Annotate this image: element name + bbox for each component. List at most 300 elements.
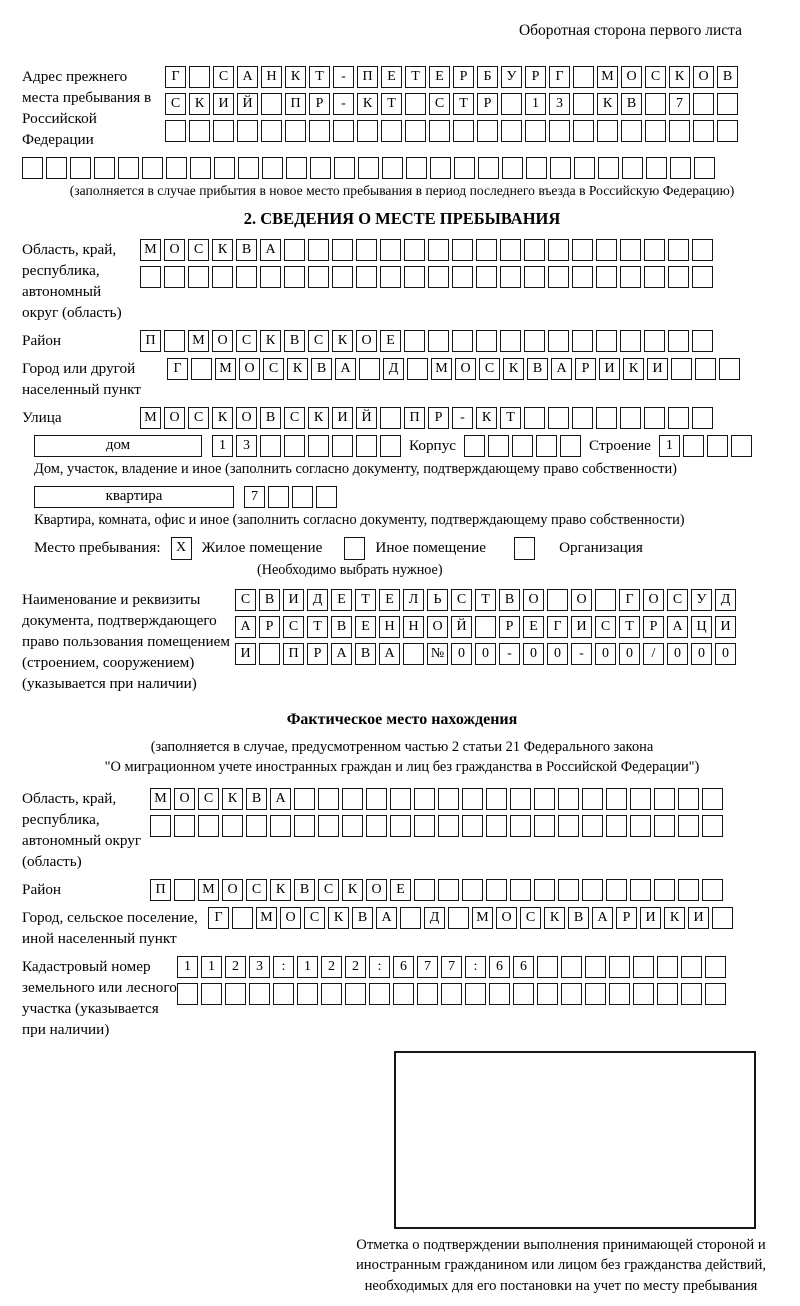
char-cell[interactable] [390,788,411,810]
char-cell[interactable] [606,788,627,810]
char-cell[interactable] [582,879,603,901]
char-cell[interactable] [22,157,43,179]
char-cell[interactable] [595,589,616,611]
char-cell[interactable]: Г [165,66,186,88]
char-cell[interactable] [70,157,91,179]
char-cell[interactable] [454,157,475,179]
char-cell[interactable]: В [246,788,267,810]
char-cell[interactable] [332,239,353,261]
char-cell[interactable]: В [717,66,738,88]
char-cell[interactable] [692,239,713,261]
char-cell[interactable] [297,983,318,1005]
char-cell[interactable] [712,907,733,929]
char-cell[interactable]: В [331,616,352,638]
char-cell[interactable]: О [236,407,257,429]
char-cell[interactable] [358,157,379,179]
char-cell[interactable] [46,157,67,179]
char-cell[interactable]: К [476,407,497,429]
char-cell[interactable] [356,266,377,288]
char-cell[interactable] [692,266,713,288]
char-cell[interactable] [671,358,692,380]
char-cell[interactable]: Й [451,616,472,638]
char-cell[interactable] [428,239,449,261]
char-cell[interactable] [705,983,726,1005]
char-cell[interactable] [596,239,617,261]
char-cell[interactable]: М [198,879,219,901]
char-cell[interactable] [500,266,521,288]
char-cell[interactable] [694,157,715,179]
char-cell[interactable]: О [164,407,185,429]
char-cell[interactable] [596,266,617,288]
char-cell[interactable] [292,486,313,508]
char-cell[interactable] [284,435,305,457]
char-cell[interactable]: А [331,643,352,665]
char-cell[interactable]: К [308,407,329,429]
char-cell[interactable] [475,616,496,638]
char-cell[interactable]: Г [547,616,568,638]
char-cell[interactable] [524,330,545,352]
char-cell[interactable]: Н [261,66,282,88]
char-cell[interactable]: И [715,616,736,638]
char-cell[interactable]: 1 [177,956,198,978]
char-cell[interactable] [678,879,699,901]
char-cell[interactable] [214,157,235,179]
char-cell[interactable] [166,157,187,179]
char-cell[interactable] [405,93,426,115]
char-cell[interactable] [606,815,627,837]
char-cell[interactable] [321,983,342,1005]
char-cell[interactable] [585,956,606,978]
char-cell[interactable]: К [212,407,233,429]
char-cell[interactable]: О [621,66,642,88]
char-cell[interactable]: П [140,330,161,352]
char-cell[interactable]: 1 [525,93,546,115]
char-cell[interactable]: - [333,93,354,115]
char-cell[interactable]: Р [525,66,546,88]
char-cell[interactable] [380,407,401,429]
char-cell[interactable] [403,643,424,665]
char-cell[interactable] [237,120,258,142]
char-cell[interactable]: В [236,239,257,261]
char-cell[interactable] [582,815,603,837]
char-cell[interactable] [453,120,474,142]
char-cell[interactable]: Р [453,66,474,88]
char-cell[interactable]: И [571,616,592,638]
char-cell[interactable]: К [285,66,306,88]
char-cell[interactable] [232,907,253,929]
char-cell[interactable]: П [283,643,304,665]
char-cell[interactable]: - [333,66,354,88]
char-cell[interactable]: 3 [249,956,270,978]
char-cell[interactable]: И [688,907,709,929]
char-cell[interactable]: 6 [513,956,534,978]
char-cell[interactable] [702,879,723,901]
char-cell[interactable]: С [304,907,325,929]
char-cell[interactable] [198,815,219,837]
char-cell[interactable]: Н [403,616,424,638]
char-cell[interactable]: О [427,616,448,638]
stay-type-checkbox-residential[interactable]: X [171,537,192,560]
char-cell[interactable]: Е [381,66,402,88]
char-cell[interactable] [238,157,259,179]
char-cell[interactable]: 0 [667,643,688,665]
char-cell[interactable]: А [260,239,281,261]
char-cell[interactable]: Г [208,907,229,929]
char-cell[interactable]: К [623,358,644,380]
char-cell[interactable]: Д [383,358,404,380]
char-cell[interactable] [462,879,483,901]
char-cell[interactable] [548,407,569,429]
char-cell[interactable] [630,815,651,837]
char-cell[interactable]: Т [619,616,640,638]
char-cell[interactable] [558,788,579,810]
char-cell[interactable]: А [379,643,400,665]
char-cell[interactable]: С [246,879,267,901]
char-cell[interactable]: И [235,643,256,665]
char-cell[interactable] [500,239,521,261]
char-cell[interactable]: Г [167,358,188,380]
char-cell[interactable] [705,956,726,978]
char-cell[interactable] [414,879,435,901]
char-cell[interactable] [644,330,665,352]
char-cell[interactable] [380,435,401,457]
char-cell[interactable]: Ц [691,616,712,638]
char-cell[interactable] [414,815,435,837]
char-cell[interactable]: А [235,616,256,638]
char-cell[interactable] [404,330,425,352]
char-cell[interactable] [261,93,282,115]
char-cell[interactable]: С [520,907,541,929]
char-cell[interactable]: М [150,788,171,810]
char-cell[interactable] [510,879,531,901]
char-cell[interactable]: С [595,616,616,638]
char-cell[interactable] [164,330,185,352]
char-cell[interactable]: Ь [427,589,448,611]
char-cell[interactable]: К [664,907,685,929]
char-cell[interactable] [670,157,691,179]
char-cell[interactable]: С [429,93,450,115]
char-cell[interactable] [573,93,594,115]
char-cell[interactable] [268,486,289,508]
char-cell[interactable]: Т [453,93,474,115]
char-cell[interactable] [606,879,627,901]
char-cell[interactable] [150,815,171,837]
char-cell[interactable] [318,815,339,837]
char-cell[interactable]: / [643,643,664,665]
char-cell[interactable]: 0 [619,643,640,665]
char-cell[interactable] [438,788,459,810]
char-cell[interactable]: П [404,407,425,429]
char-cell[interactable] [536,435,557,457]
char-cell[interactable] [596,407,617,429]
char-cell[interactable]: Б [477,66,498,88]
char-cell[interactable] [476,239,497,261]
char-cell[interactable] [236,266,257,288]
char-cell[interactable] [332,435,353,457]
char-cell[interactable]: 1 [297,956,318,978]
char-cell[interactable] [582,788,603,810]
char-cell[interactable] [668,330,689,352]
char-cell[interactable] [620,330,641,352]
char-cell[interactable]: Т [381,93,402,115]
char-cell[interactable]: Р [477,93,498,115]
char-cell[interactable] [572,407,593,429]
char-cell[interactable]: М [215,358,236,380]
char-cell[interactable]: К [260,330,281,352]
char-cell[interactable]: С [198,788,219,810]
char-cell[interactable] [678,815,699,837]
char-cell[interactable] [620,407,641,429]
char-cell[interactable]: М [597,66,618,88]
char-cell[interactable] [621,120,642,142]
char-cell[interactable] [572,330,593,352]
char-cell[interactable] [644,239,665,261]
char-cell[interactable] [294,788,315,810]
char-cell[interactable]: - [571,643,592,665]
char-cell[interactable] [561,956,582,978]
char-cell[interactable]: Т [500,407,521,429]
char-cell[interactable] [548,239,569,261]
char-cell[interactable] [400,907,421,929]
char-cell[interactable] [681,956,702,978]
char-cell[interactable] [140,266,161,288]
char-cell[interactable]: 0 [715,643,736,665]
char-cell[interactable] [707,435,728,457]
char-cell[interactable]: И [647,358,668,380]
char-cell[interactable]: Т [405,66,426,88]
char-cell[interactable]: В [568,907,589,929]
char-cell[interactable]: Р [309,93,330,115]
char-cell[interactable] [548,266,569,288]
char-cell[interactable] [393,983,414,1005]
char-cell[interactable] [345,983,366,1005]
char-cell[interactable] [260,266,281,288]
char-cell[interactable] [550,157,571,179]
char-cell[interactable] [560,435,581,457]
char-cell[interactable]: - [499,643,520,665]
char-cell[interactable] [693,93,714,115]
char-cell[interactable]: О [366,879,387,901]
char-cell[interactable]: 0 [523,643,544,665]
char-cell[interactable]: 1 [212,435,233,457]
char-cell[interactable]: Е [355,616,376,638]
char-cell[interactable]: Е [379,589,400,611]
char-cell[interactable] [547,589,568,611]
char-cell[interactable] [596,330,617,352]
char-cell[interactable]: С [236,330,257,352]
char-cell[interactable]: О [239,358,260,380]
char-cell[interactable] [333,120,354,142]
char-cell[interactable] [308,266,329,288]
char-cell[interactable] [404,239,425,261]
char-cell[interactable]: П [150,879,171,901]
char-cell[interactable]: С [283,616,304,638]
char-cell[interactable]: И [332,407,353,429]
char-cell[interactable] [382,157,403,179]
char-cell[interactable] [598,157,619,179]
char-cell[interactable] [620,266,641,288]
char-cell[interactable] [285,120,306,142]
char-cell[interactable]: М [431,358,452,380]
char-cell[interactable] [177,983,198,1005]
char-cell[interactable]: А [376,907,397,929]
char-cell[interactable]: С [263,358,284,380]
char-cell[interactable] [262,157,283,179]
char-cell[interactable] [260,435,281,457]
char-cell[interactable] [273,983,294,1005]
char-cell[interactable] [633,983,654,1005]
char-cell[interactable] [356,239,377,261]
char-cell[interactable] [318,788,339,810]
char-cell[interactable] [572,266,593,288]
char-cell[interactable]: П [357,66,378,88]
char-cell[interactable] [428,266,449,288]
char-cell[interactable]: Р [307,643,328,665]
char-cell[interactable] [489,983,510,1005]
char-cell[interactable] [357,120,378,142]
char-cell[interactable]: К [270,879,291,901]
char-cell[interactable]: А [270,788,291,810]
char-cell[interactable]: С [188,407,209,429]
char-cell[interactable] [717,120,738,142]
char-cell[interactable]: А [237,66,258,88]
char-cell[interactable]: М [140,239,161,261]
char-cell[interactable] [500,330,521,352]
char-cell[interactable] [142,157,163,179]
char-cell[interactable] [683,435,704,457]
char-cell[interactable]: А [592,907,613,929]
char-cell[interactable]: Р [428,407,449,429]
char-cell[interactable] [549,120,570,142]
char-cell[interactable] [548,330,569,352]
stay-type-checkbox-other[interactable] [344,537,365,560]
char-cell[interactable] [380,266,401,288]
char-cell[interactable]: И [213,93,234,115]
char-cell[interactable]: 7 [417,956,438,978]
char-cell[interactable]: И [283,589,304,611]
char-cell[interactable] [477,120,498,142]
char-cell[interactable] [657,983,678,1005]
char-cell[interactable]: 0 [691,643,712,665]
char-cell[interactable]: : [465,956,486,978]
char-cell[interactable]: - [452,407,473,429]
char-cell[interactable] [573,120,594,142]
char-cell[interactable]: Л [403,589,424,611]
char-cell[interactable] [428,330,449,352]
char-cell[interactable]: К [212,239,233,261]
char-cell[interactable] [342,815,363,837]
char-cell[interactable] [693,120,714,142]
char-cell[interactable] [174,879,195,901]
char-cell[interactable] [558,815,579,837]
char-cell[interactable]: О [693,66,714,88]
char-cell[interactable] [719,358,740,380]
char-cell[interactable]: С [645,66,666,88]
char-cell[interactable] [201,983,222,1005]
char-cell[interactable]: Е [429,66,450,88]
char-cell[interactable]: П [285,93,306,115]
char-cell[interactable] [597,120,618,142]
char-cell[interactable] [189,66,210,88]
char-cell[interactable]: 2 [225,956,246,978]
char-cell[interactable] [390,815,411,837]
char-cell[interactable] [534,788,555,810]
char-cell[interactable] [513,983,534,1005]
char-cell[interactable]: К [328,907,349,929]
char-cell[interactable]: С [308,330,329,352]
char-cell[interactable] [332,266,353,288]
char-cell[interactable]: К [597,93,618,115]
char-cell[interactable]: Р [575,358,596,380]
char-cell[interactable]: М [256,907,277,929]
char-cell[interactable]: С [451,589,472,611]
char-cell[interactable]: 3 [549,93,570,115]
char-cell[interactable]: Й [356,407,377,429]
char-cell[interactable] [452,239,473,261]
char-cell[interactable]: С [284,407,305,429]
char-cell[interactable] [486,879,507,901]
char-cell[interactable]: : [273,956,294,978]
char-cell[interactable] [438,879,459,901]
char-cell[interactable] [486,815,507,837]
char-cell[interactable]: 3 [236,435,257,457]
char-cell[interactable] [657,956,678,978]
char-cell[interactable] [441,983,462,1005]
stay-type-checkbox-organization[interactable] [514,537,535,560]
char-cell[interactable] [309,120,330,142]
char-cell[interactable] [668,407,689,429]
char-cell[interactable]: 7 [244,486,265,508]
char-cell[interactable]: 7 [441,956,462,978]
char-cell[interactable]: О [222,879,243,901]
char-cell[interactable]: Д [715,589,736,611]
char-cell[interactable] [622,157,643,179]
char-cell[interactable]: О [571,589,592,611]
char-cell[interactable] [512,435,533,457]
char-cell[interactable] [462,788,483,810]
char-cell[interactable]: Е [523,616,544,638]
char-cell[interactable]: Т [475,589,496,611]
char-cell[interactable]: Г [619,589,640,611]
char-cell[interactable]: 6 [489,956,510,978]
char-cell[interactable]: К [357,93,378,115]
char-cell[interactable] [702,788,723,810]
char-cell[interactable]: Е [390,879,411,901]
char-cell[interactable] [692,330,713,352]
char-cell[interactable] [222,815,243,837]
char-cell[interactable] [669,120,690,142]
char-cell[interactable]: М [140,407,161,429]
char-cell[interactable] [501,120,522,142]
char-cell[interactable] [452,330,473,352]
char-cell[interactable] [284,266,305,288]
char-cell[interactable] [502,157,523,179]
char-cell[interactable]: А [667,616,688,638]
char-cell[interactable]: С [318,879,339,901]
char-cell[interactable] [524,266,545,288]
char-cell[interactable] [646,157,667,179]
char-cell[interactable] [654,788,675,810]
char-cell[interactable]: И [640,907,661,929]
char-cell[interactable] [249,983,270,1005]
char-cell[interactable] [342,788,363,810]
char-cell[interactable]: 6 [393,956,414,978]
char-cell[interactable] [212,266,233,288]
char-cell[interactable]: Й [237,93,258,115]
char-cell[interactable]: О [212,330,233,352]
char-cell[interactable] [717,93,738,115]
char-cell[interactable] [366,788,387,810]
